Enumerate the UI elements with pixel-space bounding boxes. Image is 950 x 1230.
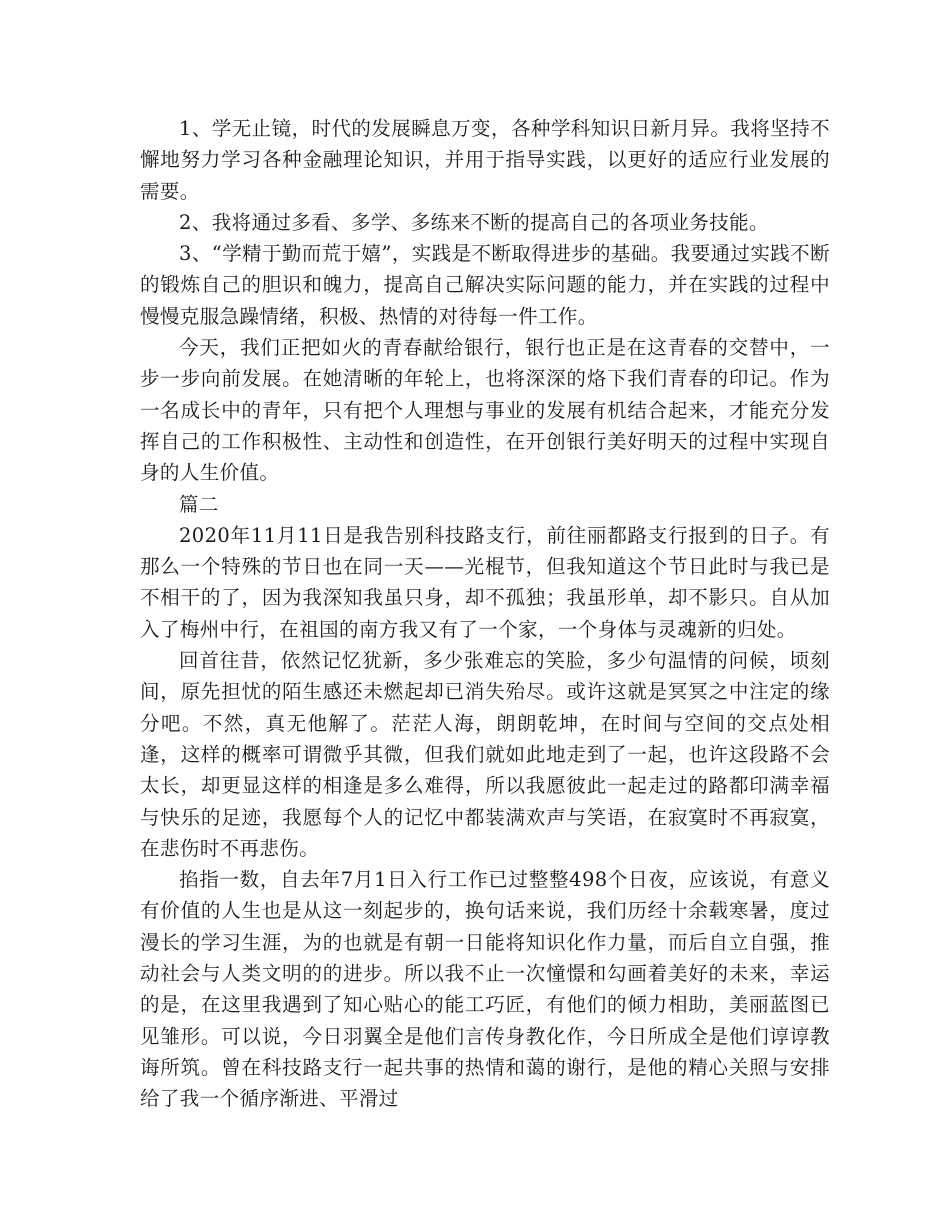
paragraph-skills: 2、我将通过多看、多学、多练来不断的提高自己的各项业务技能。	[179, 210, 769, 234]
section-heading: 篇二	[179, 492, 219, 516]
paragraph-practice: 3、“学精于勤而荒于嬉”，实践是不断取得进步的基础。我要通过实践不断的锻炼自己的胆识和魄力，提高自己解决实际问题的能力，并在实践的过程中慢慢克服急躁情绪，积极、热情的对待每一件工作。	[140, 242, 830, 328]
paragraph-youth: 今天，我们正把如火的青春献给银行，银行也正是在这青春的交替中，一步一步向前发展。在她清晰的年轮上，也将深深的烙下我们青春的印记。作为一名成长中的青年，只有把个人理想与事业的发展有机结合起来，才能充分发挥自己的工作积极性、主动性和创造性，在开创银行美好明天的过程中实现自身的人生价值。	[140, 336, 830, 485]
paragraph-transfer: 2020年11月11日是我告别科技路支行，前往丽都路支行报到的日子。有那么一个特殊的节日也在同一天——光棍节，但我知道这个节日此时与我已是不相干的了，因为我深知我虽只身，却不孤独；我虽形单，却不影只。自从加入了梅州中行，在祖国的南方我又有了一个家，一个身体与灵魂新的归处。	[140, 523, 830, 641]
paragraph-memories: 回首往昔，依然记忆犹新，多少张难忘的笑脸，多少句温情的问候，顷刻间，原先担忧的陌生感还未燃起却已消失殆尽。或许这就是冥冥之中注定的缘分吧。不然，真无他解了。茫茫人海，朗朗乾坤，在时间与空间的交点处相逢，这样的概率可谓微乎其微，但我们就如此地走到了一起，也许这段路不会太长，却更显这样的相逢是多么难得，所以我愿彼此一起走过的路都印满幸福与快乐的足迹，我愿每个人的记忆中都装满欢声与笑语，在寂寞时不再寂寞，在悲伤时不再悲伤。	[140, 649, 830, 860]
paragraph-study: 1、学无止镜，时代的发展瞬息万变，各种学科知识日新月异。我将坚持不懈地努力学习各种金融理论知识，并用于指导实践，以更好的适应行业发展的需要。	[140, 117, 830, 203]
document-body	[140, 113, 830, 1115]
paragraph-reflection: 掐指一数，自去年7月1日入行工作已过整整498个日夜，应该说，有意义有价值的人生也是从这一刻起步的，换句话来说，我们历经十余载寒暑，度过漫长的学习生涯，为的也就是有朝一日能将知识化作力量，而后自立自强，推动社会与人类文明的的进步。所以我不止一次憧憬和勾画着美好的未来，幸运的是，在这里我遇到了知心贴心的能工巧匠，有他们的倾力相助，美丽蓝图已见雏形。可以说，今日羽翼全是他们言传身教化作，今日所成全是他们谆谆教诲所筑。曾在科技路支行一起共事的热情和蔼的谢行，是他的精心关照与安排给了我一个循序渐进、平滑过	[140, 868, 830, 1111]
